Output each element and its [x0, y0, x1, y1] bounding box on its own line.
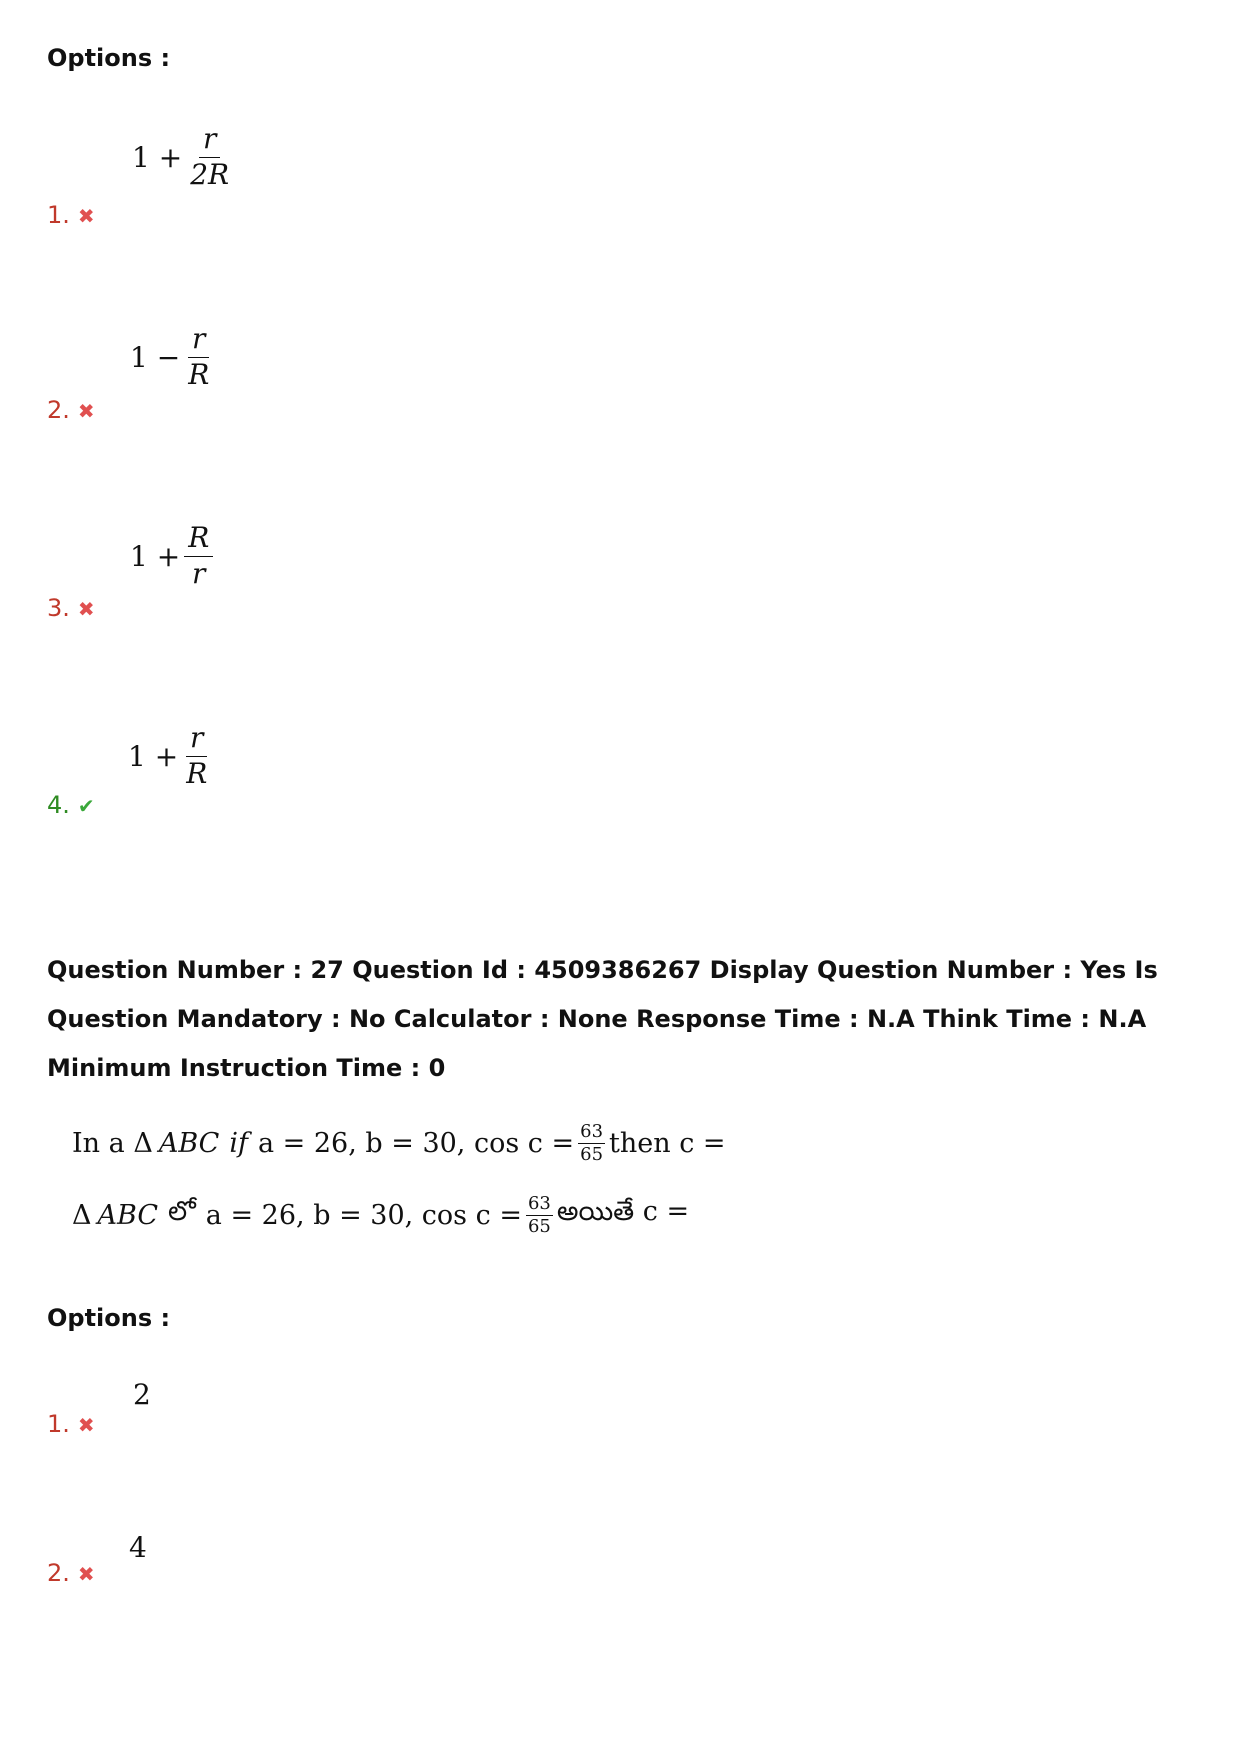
question-expression: a = 26, b = 30, cos c = [205, 1199, 522, 1231]
fraction [186, 124, 233, 191]
options-heading: Options : [47, 44, 171, 72]
denominator: 2R [190, 157, 230, 191]
numerator: r [188, 324, 209, 358]
option-number: 1. [47, 1410, 70, 1438]
option-2-formula [130, 324, 217, 391]
option-4-formula [128, 723, 215, 790]
cos-fraction [526, 1194, 553, 1237]
numerator: R [184, 523, 213, 557]
question-tail: then c = [609, 1127, 726, 1159]
denominator: 65 [580, 1143, 604, 1165]
triangle-label: ABC [158, 1127, 220, 1159]
option-number: 1. [47, 201, 70, 229]
formula-prefix: 1 + [128, 739, 179, 773]
cross-icon: ✖ [77, 204, 95, 228]
cross-icon: ✖ [77, 1413, 95, 1437]
formula-prefix: 1 − [130, 340, 181, 374]
option-number: 3. [47, 594, 70, 622]
option-4 [47, 791, 95, 819]
numerator: 63 [580, 1121, 604, 1142]
option-1-formula [132, 124, 237, 191]
check-icon: ✔ [77, 794, 95, 818]
triangle-label: ABC [97, 1199, 158, 1231]
numerator: r [199, 124, 220, 158]
option-1-value: 2 [133, 1378, 151, 1411]
cross-icon: ✖ [77, 1562, 95, 1586]
numerator: r [186, 723, 207, 757]
fraction [184, 523, 213, 590]
question-lead: Δ [72, 1199, 92, 1231]
denominator: R [188, 357, 210, 391]
denominator: R [186, 756, 208, 790]
telugu-lo: లో [168, 1196, 196, 1228]
numerator: 63 [527, 1193, 551, 1214]
question-text-telugu [72, 1194, 689, 1237]
question-text-english [72, 1122, 726, 1165]
fraction [182, 723, 211, 790]
option-number: 2. [47, 1559, 70, 1587]
option-2 [47, 1559, 95, 1587]
option-number: 2. [47, 396, 70, 424]
cos-fraction [578, 1122, 605, 1165]
formula-prefix: 1 + [132, 140, 183, 174]
option-3 [47, 594, 95, 622]
option-1 [47, 201, 95, 229]
option-1 [47, 1410, 95, 1438]
denominator: r [192, 556, 206, 590]
option-2-value: 4 [129, 1531, 147, 1564]
question-meta: Question Number : 27 Question Id : 4509386267 Display Question Number : Yes Is Question Mandatory : No Calculator : None Response Time : N.A Think Time : N.A Minimum Instruction Time : 0 [47, 956, 1158, 1082]
question-lead: In a Δ [72, 1127, 153, 1159]
option-number: 4. [47, 791, 70, 819]
if-word: if [229, 1127, 248, 1159]
formula-prefix: 1 + [130, 539, 181, 573]
question-tail: అయితే c = [556, 1196, 690, 1228]
cross-icon: ✖ [77, 597, 95, 621]
option-3-formula [130, 523, 217, 590]
question-expression: a = 26, b = 30, cos c = [257, 1127, 575, 1159]
fraction [184, 324, 213, 391]
cross-icon: ✖ [77, 399, 95, 423]
denominator: 65 [527, 1215, 551, 1237]
option-2 [47, 396, 95, 424]
options-heading: Options : [47, 1304, 171, 1332]
